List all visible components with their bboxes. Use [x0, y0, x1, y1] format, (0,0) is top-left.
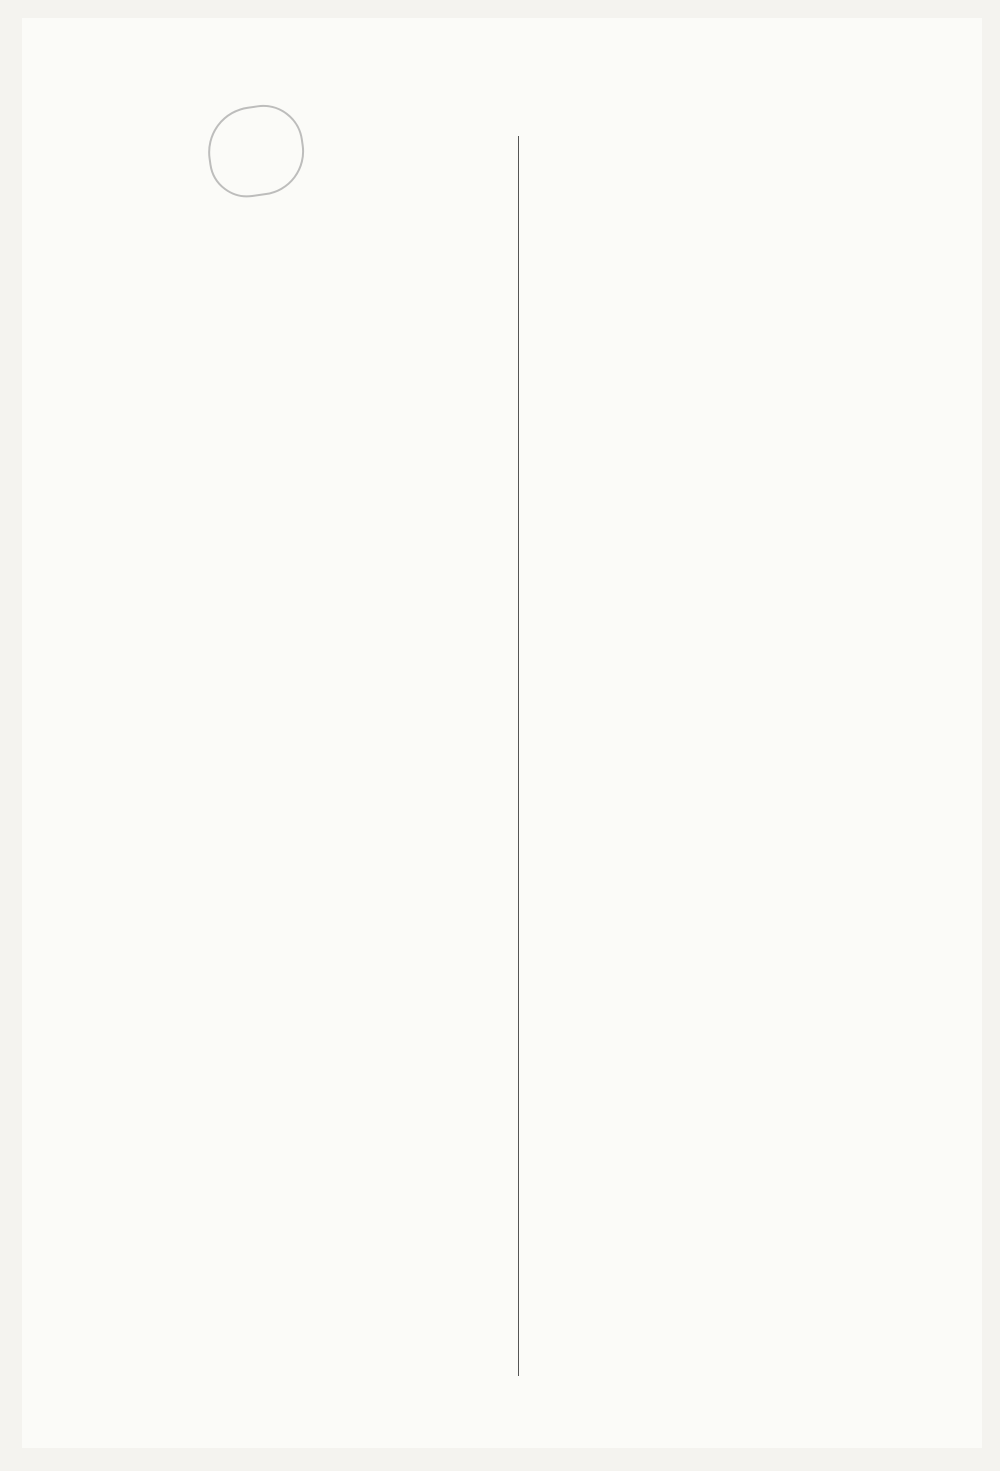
homework-stamp	[202, 100, 310, 202]
answer-page	[22, 18, 982, 1448]
column-divider	[518, 136, 519, 1376]
